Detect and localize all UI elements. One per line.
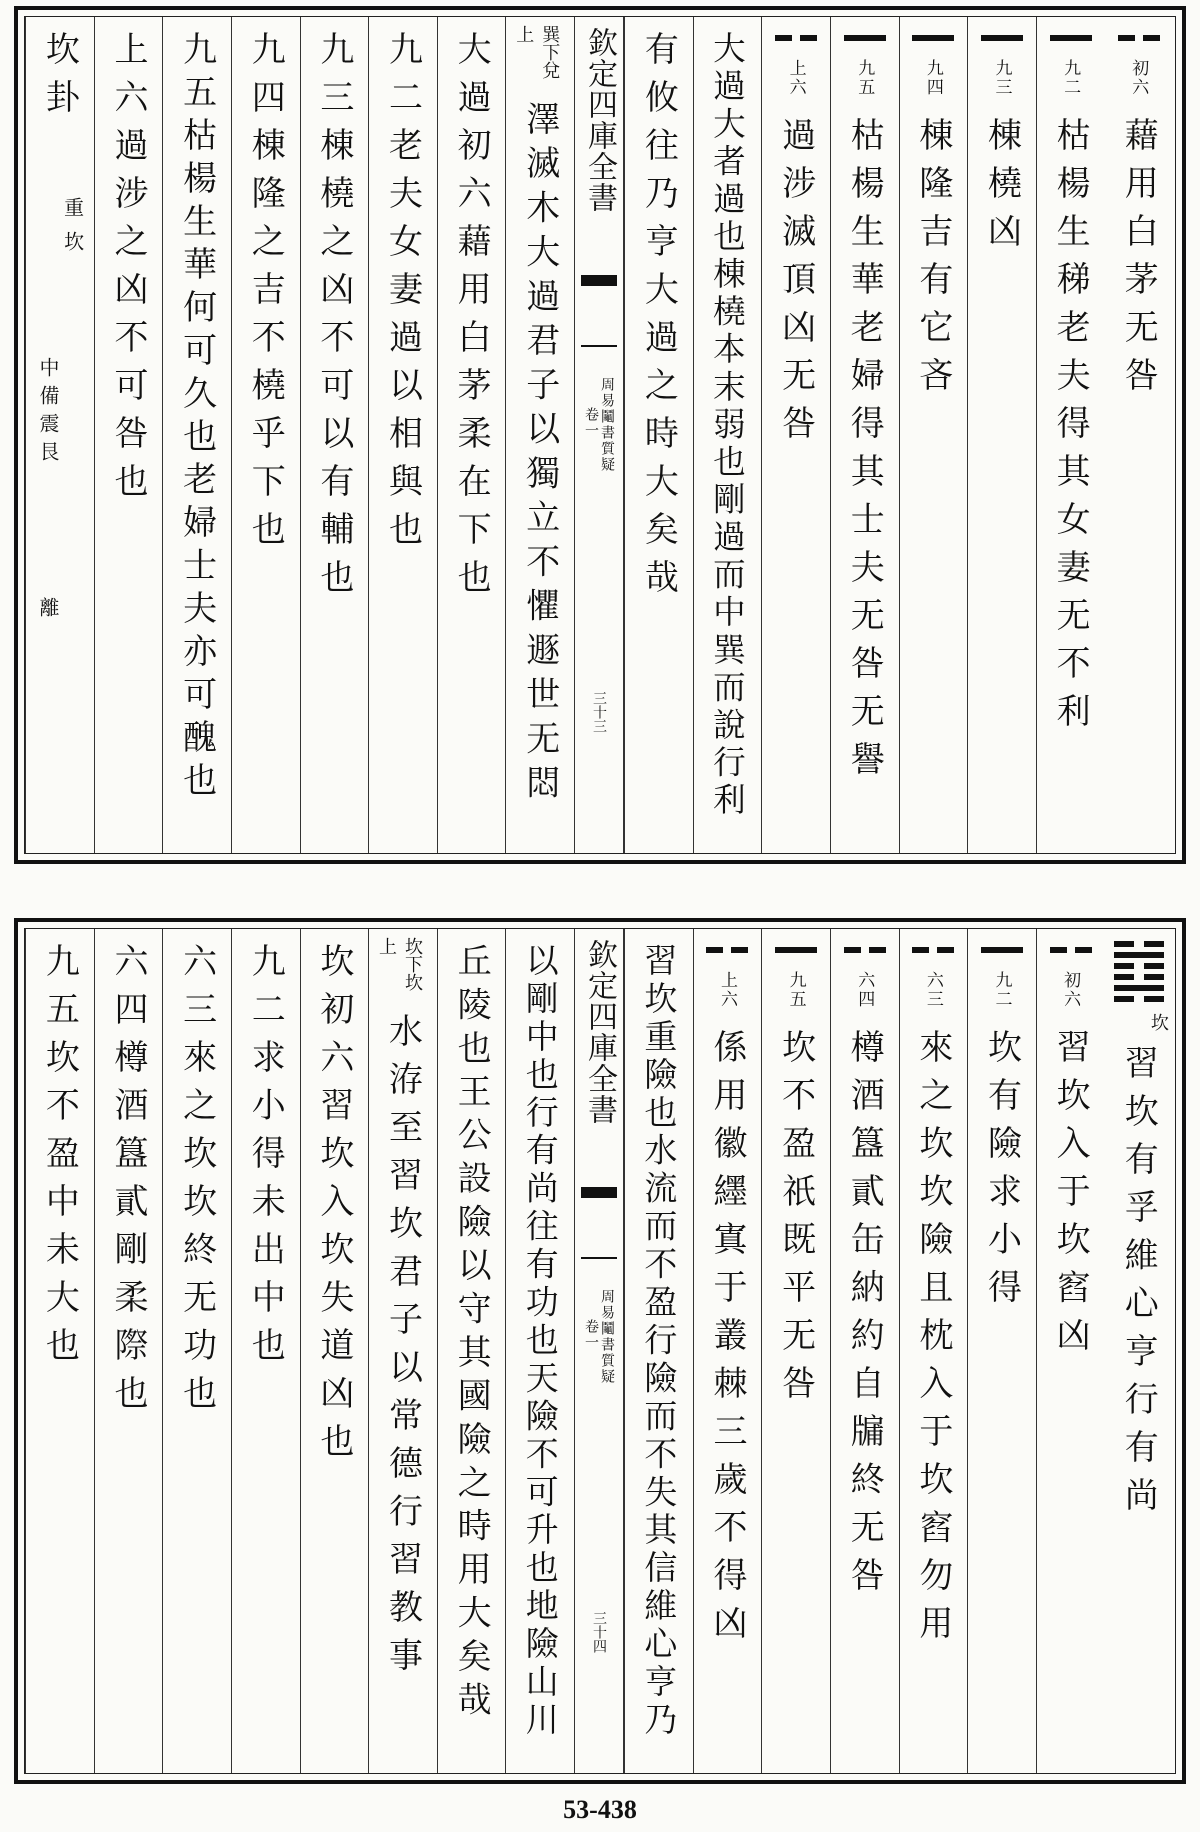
text-column [505, 17, 574, 853]
line-position-label: 初六 [1128, 59, 1149, 97]
line-position-label: 九四 [922, 59, 943, 97]
top-page-columns [24, 16, 1176, 854]
spine-book-title: 周易鬮書質疑 [599, 377, 615, 473]
line-position-label: 六三 [922, 971, 943, 1009]
text-column [899, 929, 968, 1773]
text-column [967, 17, 1036, 853]
commentary-text: 澤滅木大過君子以獨立不懼遯世无悶 [519, 101, 560, 809]
yang-line-symbol [775, 947, 817, 953]
spine-title: 欽定四庫全書 [582, 27, 617, 213]
spine-page-number: 三十四 [591, 1611, 607, 1653]
commentary-text: 六三來之坎坎終无功也 [176, 943, 217, 1423]
line-position-label: 九五 [854, 59, 875, 97]
bottom-page-panel [14, 918, 1186, 1784]
line-text: 坎有險求小得 [981, 1029, 1022, 1317]
commentary-text: 九四棟隆之吉不橈乎下也 [245, 31, 286, 559]
line-text: 坎不盈祇既平无咎 [775, 1029, 816, 1413]
text-column [437, 929, 506, 1773]
text-column [574, 17, 624, 853]
text-column [1036, 929, 1105, 1773]
text-column [1036, 17, 1105, 853]
commentary-text: 習坎重險也水流而不盈行險而不失其信維心亨乃 [639, 943, 679, 1740]
text-column [162, 929, 231, 1773]
text-column [899, 17, 968, 853]
commentary-text: 有攸往乃亨大過之時大矣哉 [638, 31, 679, 607]
hexagram-subnote: 中備震艮 [36, 357, 60, 469]
text-column [761, 929, 830, 1773]
text-column [162, 17, 231, 853]
text-column [94, 929, 163, 1773]
text-column [231, 17, 300, 853]
spine-book-title: 周易鬮書質疑 [599, 1289, 615, 1385]
commentary-text: 上六過涉之凶不可咎也 [107, 31, 148, 511]
line-text: 習坎入于坎窞凶 [1050, 1029, 1091, 1365]
line-text: 係用徽纆寘于叢棘三歲不得凶 [706, 1029, 747, 1653]
judgment-text: 習坎有孚維心亨行有尚 [1118, 1045, 1159, 1525]
commentary-text: 丘陵也王公設險以守其國險之時用大矣哉 [451, 943, 492, 1725]
commentary-text: 九二老夫女妻過以相與也 [382, 31, 423, 559]
text-column [574, 929, 624, 1773]
spine-page-number: 三十三 [591, 691, 607, 733]
text-column [1104, 17, 1173, 853]
spine-rule [581, 1257, 617, 1259]
text-column [624, 17, 693, 853]
commentary-text: 大過大者過也棟橈本末弱也剛過而中巽而說行利 [708, 31, 747, 820]
text-column [437, 17, 506, 853]
commentary-text: 九三棟橈之凶不可以有輔也 [313, 31, 354, 607]
text-column [368, 17, 437, 853]
line-text: 藉用白茅无咎 [1118, 117, 1159, 405]
line-text: 來之坎坎險且枕入于坎窞勿用 [912, 1029, 953, 1653]
text-column [300, 17, 369, 853]
text-column [830, 17, 899, 853]
text-column [25, 17, 94, 853]
hexagram-subnote: 重坎 [60, 197, 85, 265]
line-text: 枯楊生稊老夫得其女妻无不利 [1050, 117, 1091, 741]
yang-line-symbol [844, 35, 886, 41]
yin-line-symbol [912, 947, 954, 953]
text-column [693, 929, 762, 1773]
top-page-panel [14, 6, 1186, 864]
commentary-text: 六四樽酒簋貳剛柔際也 [107, 943, 148, 1423]
hexagram-kan-symbol [1114, 941, 1164, 1007]
hexagram-title: 坎卦 [39, 31, 80, 127]
spine-rule [581, 345, 617, 347]
commentary-text: 水洊至習坎君子以常德行習教事 [382, 1013, 423, 1685]
line-position-label: 九二 [1060, 59, 1081, 97]
yin-line-symbol [1050, 947, 1092, 953]
commentary-text: 九五枯楊生華何可久也老婦士夫亦可醜也 [176, 31, 217, 805]
line-text: 樽酒簋貳缶納約自牖終无咎 [844, 1029, 885, 1605]
line-position-label: 九三 [991, 59, 1012, 97]
line-position-label: 六四 [854, 971, 875, 1009]
commentary-text: 九二求小得未出中也 [245, 943, 286, 1375]
spine-volume: 卷一 [583, 1319, 599, 1351]
text-column [967, 929, 1036, 1773]
commentary-text: 以剛中也行有尚往有功也天險不可升也地險山川 [520, 943, 560, 1740]
yin-line-symbol [706, 947, 748, 953]
text-column [25, 929, 94, 1773]
hexagram-name: 坎 [1147, 1013, 1169, 1033]
spine-title: 欽定四庫全書 [582, 939, 617, 1125]
text-column [830, 929, 899, 1773]
spine-volume: 卷一 [583, 407, 599, 439]
fish-tail-ornament [581, 1187, 617, 1215]
page-footer-number: 53-438 [563, 1795, 637, 1824]
line-position-label: 上六 [785, 59, 806, 97]
text-column [94, 17, 163, 853]
yang-line-symbol [981, 947, 1023, 953]
yin-line-symbol [775, 35, 817, 41]
trigram-note: 坎下坎上 [375, 937, 423, 991]
line-text: 枯楊生華老婦得其士夫无咎无譽 [844, 117, 885, 789]
commentary-text: 坎初六習坎入坎失道凶也 [313, 943, 354, 1471]
text-column [624, 929, 693, 1773]
line-position-label: 九二 [991, 971, 1012, 1009]
text-column [693, 17, 762, 853]
yin-line-symbol [1118, 35, 1160, 41]
hexagram-subnote: 離 [36, 597, 60, 631]
line-position-label: 九五 [785, 971, 806, 1009]
fish-tail-ornament [581, 275, 617, 303]
yang-line-symbol [1050, 35, 1092, 41]
text-column [300, 929, 369, 1773]
text-column [761, 17, 830, 853]
yang-line-symbol [981, 35, 1023, 41]
trigram-note: 巽下兌上 [513, 25, 561, 79]
bottom-page-columns [24, 928, 1176, 1774]
text-column [505, 929, 574, 1773]
line-position-label: 初六 [1060, 971, 1081, 1009]
text-column [368, 929, 437, 1773]
commentary-text: 九五坎不盈中未大也 [39, 943, 80, 1375]
yang-line-symbol [912, 35, 954, 41]
text-column [231, 929, 300, 1773]
line-text: 過涉滅頂凶无咎 [775, 117, 816, 453]
yin-line-symbol [844, 947, 886, 953]
line-text: 棟隆吉有它吝 [912, 117, 953, 405]
line-position-label: 上六 [716, 971, 737, 1009]
line-text: 棟橈凶 [981, 117, 1022, 261]
commentary-text: 大過初六藉用白茅柔在下也 [451, 31, 492, 607]
text-column [1104, 929, 1173, 1773]
